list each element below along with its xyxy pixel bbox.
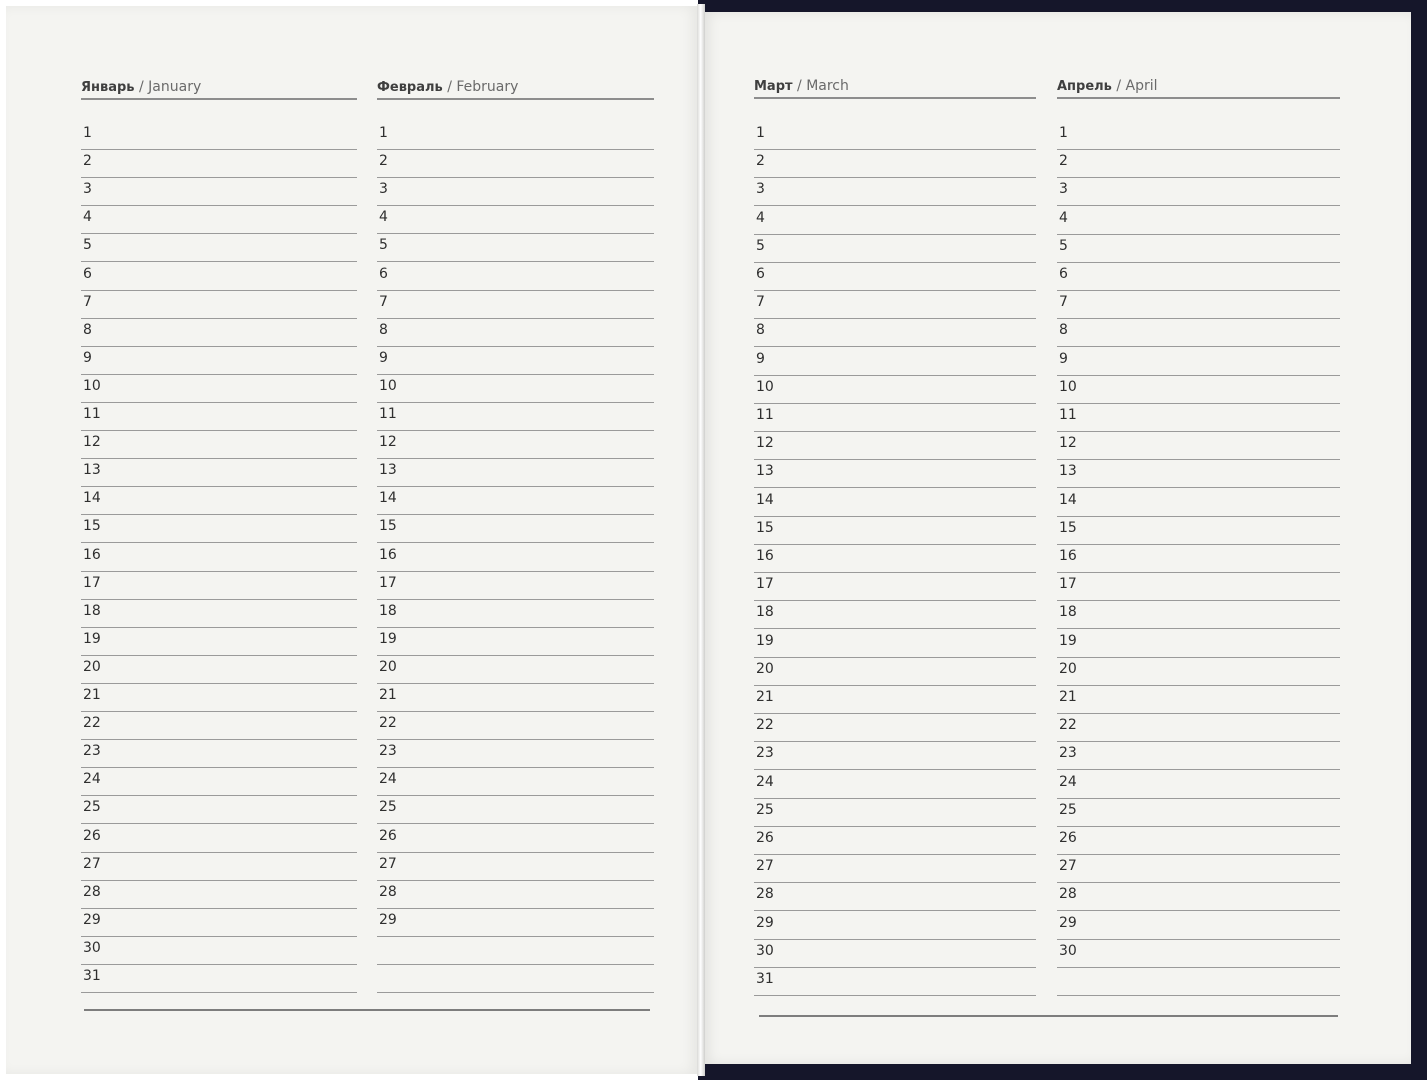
day-row: [1057, 489, 1340, 517]
day-number: 1: [756, 125, 765, 141]
day-number: 18: [756, 604, 774, 621]
day-row: [81, 937, 357, 965]
day-row: [754, 376, 1036, 404]
day-row: [81, 825, 357, 853]
day-row: [81, 600, 357, 628]
day-row: [754, 940, 1036, 968]
day-number: 10: [756, 378, 774, 395]
month-header: [1057, 78, 1158, 98]
day-row: [81, 684, 357, 712]
day-row: [754, 827, 1036, 855]
day-row: [81, 459, 357, 487]
day-row: [81, 319, 357, 347]
day-row: [1057, 658, 1340, 686]
day-number: 28: [756, 886, 774, 903]
day-number: 15: [756, 519, 774, 536]
day-row: [1057, 376, 1340, 404]
day-row: [754, 207, 1036, 235]
day-number: 7: [1059, 294, 1068, 311]
day-number: 4: [83, 209, 92, 226]
day-row: [81, 347, 357, 375]
day-row: [1057, 714, 1340, 742]
day-row: [377, 796, 654, 824]
day-number: 24: [756, 773, 774, 790]
day-number: 13: [379, 462, 397, 479]
day-number: 27: [1059, 858, 1077, 875]
day-number: 16: [379, 546, 397, 563]
day-number: 11: [1059, 407, 1077, 423]
day-row: [754, 235, 1036, 263]
day-number: 5: [756, 237, 765, 254]
day-number: 26: [1059, 830, 1077, 846]
month-separator: /: [447, 79, 452, 95]
day-number: 2: [1059, 153, 1068, 170]
month-name-ru: Апрель: [1057, 79, 1112, 94]
day-number: 1: [83, 125, 92, 141]
day-row: [81, 965, 357, 993]
day-number: 21: [83, 687, 101, 703]
month-name-ru: Март: [754, 79, 793, 94]
day-row: [1057, 912, 1340, 940]
day-number: 4: [756, 209, 765, 226]
day-row: [81, 881, 357, 909]
day-row: [377, 825, 654, 853]
day-row: [1057, 348, 1340, 376]
day-row: [377, 909, 654, 937]
day-number: 19: [379, 630, 397, 647]
day-number: 11: [83, 406, 101, 422]
day-number: 13: [1059, 463, 1077, 480]
day-number: 22: [1059, 717, 1077, 734]
day-number: 24: [379, 771, 397, 788]
day-row: [377, 628, 654, 656]
month-header-rule: [754, 97, 1036, 99]
day-row: [754, 489, 1036, 517]
day-number: 26: [83, 827, 101, 844]
day-row: [81, 122, 357, 150]
day-number: 3: [83, 181, 92, 198]
month-name-en: February: [456, 79, 519, 95]
day-row: [1057, 207, 1340, 235]
day-row: [81, 572, 357, 600]
day-number: 12: [756, 435, 774, 452]
month-separator: /: [138, 79, 144, 95]
day-row: [377, 150, 654, 178]
day-row: [754, 771, 1036, 799]
day-row: [377, 263, 654, 291]
day-rule: [1057, 995, 1340, 996]
day-row: [81, 515, 357, 543]
month-header: [754, 78, 849, 98]
day-number: 9: [1059, 350, 1068, 367]
day-row: [754, 630, 1036, 658]
day-number: 8: [1059, 322, 1068, 339]
day-row: [81, 544, 357, 572]
day-row: [377, 600, 654, 628]
day-row: [754, 658, 1036, 686]
day-number: 15: [379, 518, 397, 535]
day-row: [754, 122, 1036, 150]
day-number: 19: [756, 632, 774, 649]
day-number: 16: [756, 548, 774, 564]
day-row: [754, 742, 1036, 770]
day-row: [1057, 150, 1340, 178]
day-row: [1057, 968, 1340, 996]
day-row: [377, 544, 654, 572]
day-row: [377, 347, 654, 375]
day-row: [754, 573, 1036, 601]
day-number: 12: [1059, 435, 1077, 452]
day-row: [377, 572, 654, 600]
day-number: 10: [379, 377, 397, 394]
day-number: 11: [756, 407, 774, 423]
day-row: [754, 404, 1036, 432]
day-row: [81, 375, 357, 403]
day-row: [81, 740, 357, 768]
day-row: [377, 403, 654, 431]
day-number: 6: [83, 265, 92, 282]
day-number: 14: [379, 490, 397, 507]
day-row: [377, 234, 654, 262]
day-number: 5: [83, 237, 92, 254]
day-number: 21: [756, 689, 774, 705]
day-row: [754, 855, 1036, 883]
day-number: 8: [379, 321, 388, 338]
day-number: 19: [1059, 632, 1077, 649]
day-row: [754, 714, 1036, 742]
day-row: [81, 656, 357, 684]
day-number: 20: [83, 658, 101, 675]
day-row: [754, 348, 1036, 376]
day-row: [754, 460, 1036, 488]
day-number: 9: [379, 349, 388, 366]
day-number: 2: [756, 153, 765, 170]
day-row: [754, 912, 1036, 940]
day-row: [1057, 630, 1340, 658]
day-row: [754, 178, 1036, 206]
day-number: 28: [83, 883, 101, 900]
day-number: 9: [83, 349, 92, 366]
day-number: 20: [379, 658, 397, 675]
month-header-rule: [377, 98, 654, 100]
day-number: 28: [379, 883, 397, 900]
month-header-rule: [1057, 97, 1340, 99]
day-row: [1057, 404, 1340, 432]
day-number: 4: [379, 209, 388, 226]
day-row: [1057, 178, 1340, 206]
day-number: 29: [83, 911, 101, 928]
day-number: 16: [83, 546, 101, 563]
day-row: [1057, 545, 1340, 573]
day-number: 29: [756, 914, 774, 931]
day-number: 6: [1059, 266, 1068, 282]
day-rule: [377, 992, 654, 993]
day-number: 25: [379, 799, 397, 816]
day-row: [81, 628, 357, 656]
day-row: [754, 432, 1036, 460]
day-row: [377, 206, 654, 234]
day-number: 27: [379, 855, 397, 872]
day-row: [377, 684, 654, 712]
day-rule: [81, 992, 357, 993]
day-number: 23: [756, 745, 774, 762]
day-number: 7: [379, 293, 388, 310]
day-row: [1057, 573, 1340, 601]
month-name-ru: Февраль: [377, 80, 443, 95]
day-number: 31: [756, 971, 774, 987]
month-name-en: April: [1125, 78, 1158, 94]
day-row: [377, 740, 654, 768]
day-number: 17: [1059, 576, 1077, 593]
day-number: 23: [379, 743, 397, 760]
day-row: [754, 291, 1036, 319]
day-row: [81, 263, 357, 291]
day-row: [377, 712, 654, 740]
day-row: [754, 545, 1036, 573]
day-row: [377, 853, 654, 881]
day-row: [377, 319, 654, 347]
day-row: [81, 768, 357, 796]
day-row: [377, 881, 654, 909]
day-number: 3: [756, 181, 765, 198]
day-row: [81, 712, 357, 740]
day-row: [1057, 940, 1340, 968]
day-number: 18: [379, 602, 397, 619]
day-number: 25: [756, 801, 774, 818]
day-row: [1057, 319, 1340, 347]
day-number: 5: [1059, 237, 1068, 254]
day-row: [754, 968, 1036, 996]
day-number: 13: [756, 463, 774, 480]
day-number: 15: [1059, 519, 1077, 536]
day-row: [754, 883, 1036, 911]
day-number: 16: [1059, 548, 1077, 564]
day-row: [81, 178, 357, 206]
day-number: 7: [756, 294, 765, 311]
day-row: [81, 291, 357, 319]
day-number: 6: [756, 266, 765, 282]
month-header: [377, 79, 518, 99]
day-row: [1057, 291, 1340, 319]
day-row: [377, 656, 654, 684]
day-number: 29: [1059, 914, 1077, 931]
day-row: [377, 965, 654, 993]
day-number: 11: [379, 406, 397, 422]
day-number: 24: [1059, 773, 1077, 790]
day-row: [81, 853, 357, 881]
month-name-en: January: [148, 79, 202, 95]
day-row: [377, 487, 654, 515]
day-number: 26: [756, 830, 774, 846]
day-rule: [754, 995, 1036, 996]
day-row: [1057, 771, 1340, 799]
day-number: 3: [1059, 181, 1068, 198]
day-row: [754, 150, 1036, 178]
day-row: [1057, 742, 1340, 770]
day-row: [377, 178, 654, 206]
day-number: 23: [83, 743, 101, 760]
day-row: [81, 909, 357, 937]
day-row: [1057, 460, 1340, 488]
month-separator: /: [797, 78, 802, 94]
day-number: 30: [756, 942, 774, 959]
day-number: 22: [756, 717, 774, 734]
day-row: [1057, 235, 1340, 263]
day-number: 14: [756, 491, 774, 508]
left-footer-rule: [84, 1009, 650, 1011]
day-row: [754, 601, 1036, 629]
day-row: [377, 291, 654, 319]
day-number: 25: [83, 799, 101, 816]
day-number: 20: [756, 660, 774, 677]
day-number: 13: [83, 462, 101, 479]
day-number: 14: [83, 490, 101, 507]
month-name-ru: Январь: [81, 80, 135, 95]
day-number: 12: [379, 434, 397, 451]
day-row: [81, 150, 357, 178]
day-row: [377, 768, 654, 796]
day-number: 7: [83, 293, 92, 310]
day-number: 2: [379, 153, 388, 170]
day-number: 29: [379, 911, 397, 928]
month-separator: /: [1116, 78, 1122, 94]
day-row: [1057, 263, 1340, 291]
day-row: [81, 234, 357, 262]
day-number: 1: [1059, 125, 1068, 141]
day-number: 14: [1059, 491, 1077, 508]
day-number: 24: [83, 771, 101, 788]
day-row: [81, 206, 357, 234]
day-row: [754, 517, 1036, 545]
day-number: 17: [756, 576, 774, 593]
day-row: [754, 263, 1036, 291]
day-row: [377, 937, 654, 965]
day-row: [377, 122, 654, 150]
day-number: 8: [83, 321, 92, 338]
day-number: 9: [756, 350, 765, 367]
month-header-rule: [81, 98, 357, 100]
day-number: 19: [83, 630, 101, 647]
day-number: 3: [379, 181, 388, 198]
day-number: 4: [1059, 209, 1068, 226]
day-row: [81, 796, 357, 824]
day-row: [81, 403, 357, 431]
day-number: 28: [1059, 886, 1077, 903]
day-row: [754, 686, 1036, 714]
day-number: 27: [83, 855, 101, 872]
day-row: [1057, 799, 1340, 827]
day-number: 21: [1059, 689, 1077, 705]
day-row: [1057, 122, 1340, 150]
month-header: [81, 79, 201, 99]
day-row: [81, 431, 357, 459]
day-row: [1057, 601, 1340, 629]
book-gutter: [697, 4, 705, 1076]
month-name-en: March: [806, 78, 849, 94]
day-number: 21: [379, 687, 397, 703]
day-number: 23: [1059, 745, 1077, 762]
day-row: [1057, 855, 1340, 883]
day-number: 18: [1059, 604, 1077, 621]
day-row: [1057, 883, 1340, 911]
day-number: 18: [83, 602, 101, 619]
day-number: 1: [379, 125, 388, 141]
day-row: [1057, 827, 1340, 855]
day-number: 22: [379, 715, 397, 732]
day-number: 8: [756, 322, 765, 339]
day-row: [81, 487, 357, 515]
day-number: 10: [83, 377, 101, 394]
day-number: 12: [83, 434, 101, 451]
day-row: [377, 375, 654, 403]
day-number: 31: [83, 968, 101, 984]
day-number: 26: [379, 827, 397, 844]
right-footer-rule: [759, 1015, 1338, 1017]
day-number: 30: [83, 939, 101, 956]
day-number: 30: [1059, 942, 1077, 959]
day-row: [377, 515, 654, 543]
day-row: [377, 431, 654, 459]
day-number: 17: [83, 574, 101, 591]
day-number: 27: [756, 858, 774, 875]
day-number: 6: [379, 265, 388, 282]
day-number: 22: [83, 715, 101, 732]
day-row: [1057, 517, 1340, 545]
day-number: 10: [1059, 378, 1077, 395]
day-number: 5: [379, 237, 388, 254]
day-row: [754, 319, 1036, 347]
day-number: 25: [1059, 801, 1077, 818]
day-number: 20: [1059, 660, 1077, 677]
day-row: [1057, 432, 1340, 460]
day-number: 17: [379, 574, 397, 591]
day-row: [1057, 686, 1340, 714]
day-number: 15: [83, 518, 101, 535]
day-row: [754, 799, 1036, 827]
day-row: [377, 459, 654, 487]
day-number: 2: [83, 153, 92, 170]
